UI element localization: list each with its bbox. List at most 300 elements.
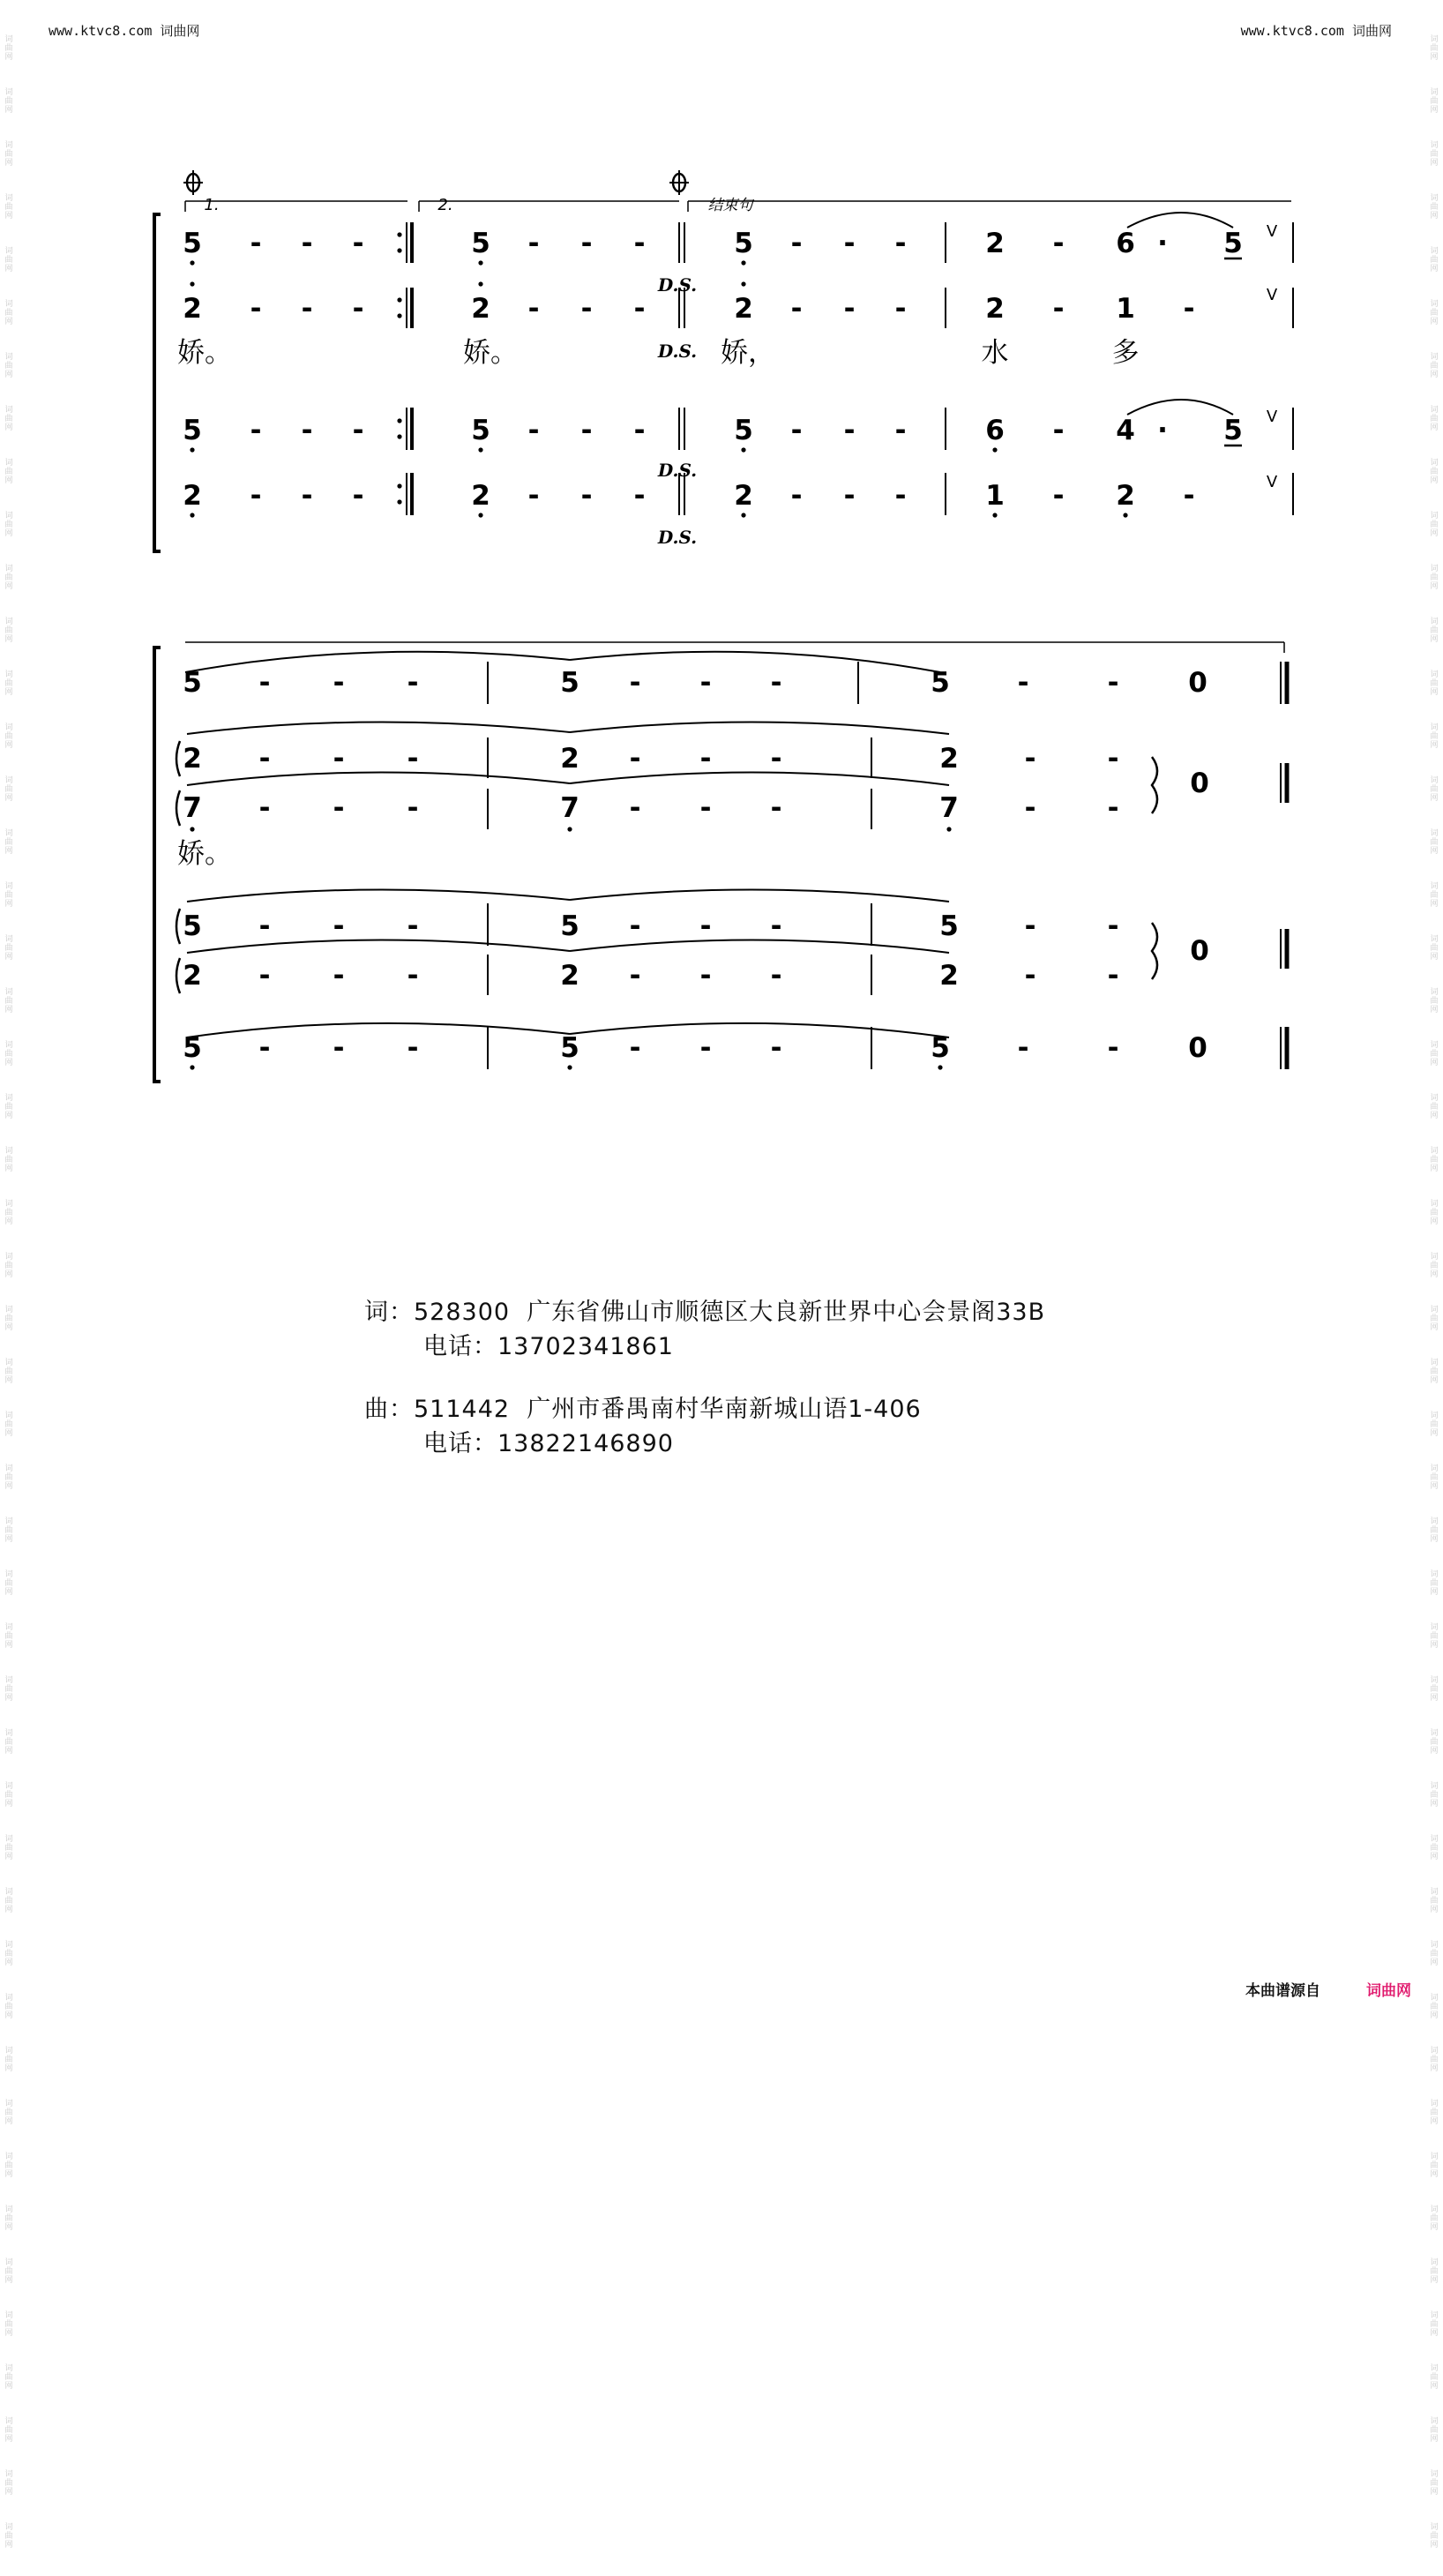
watermark-glyphs: 词 曲 网: [1430, 1359, 1439, 1385]
note: 7: [183, 792, 202, 824]
dash: -: [1107, 667, 1119, 699]
dash: -: [250, 480, 262, 512]
header-site-right[interactable]: www.ktvc8.com 词曲网: [1240, 23, 1392, 39]
watermark-glyphs: 词 曲 网: [4, 618, 13, 644]
dash: -: [629, 910, 641, 942]
watermark-glyphs: 词 曲 网: [1430, 670, 1439, 697]
note: 5: [560, 910, 579, 942]
note: 2: [734, 293, 753, 325]
watermark-glyphs: 词 曲 网: [4, 882, 13, 909]
watermark-glyphs: 词 曲 网: [1430, 1147, 1439, 1173]
note: 5: [931, 667, 950, 699]
octave-dot-low: [1123, 513, 1127, 517]
aug-dot: ·: [1157, 228, 1168, 259]
breath-mark: V: [1266, 286, 1278, 304]
dash: -: [580, 293, 593, 325]
watermark-glyphs: 词 曲 网: [1430, 1306, 1439, 1332]
dash: -: [258, 743, 271, 775]
system-bracket: [154, 214, 161, 551]
note: 1: [1116, 293, 1135, 325]
note: 2: [985, 293, 1005, 325]
dash: -: [301, 415, 313, 446]
note: 5: [560, 1032, 579, 1064]
watermark-glyphs: 词 曲 网: [1430, 406, 1439, 432]
watermark-glyphs: 词 曲 网: [4, 194, 13, 221]
dash: -: [699, 743, 712, 775]
dash: -: [770, 792, 782, 824]
watermark-glyphs: 词 曲 网: [1430, 141, 1439, 168]
composer-address: 曲：511442 广州市番禺南村华南新城山语1-406: [364, 1396, 922, 1423]
dash: -: [633, 228, 646, 259]
dash: -: [843, 480, 856, 512]
dash: -: [629, 960, 641, 992]
tie: [570, 772, 949, 785]
watermark-glyphs: 词 曲 网: [1430, 1835, 1439, 1861]
watermark-glyphs: 词 曲 网: [4, 565, 13, 591]
watermark-glyphs: 词 曲 网: [4, 2523, 13, 2550]
dash: -: [258, 910, 271, 942]
dash: -: [894, 415, 907, 446]
watermark-glyphs: 词 曲 网: [1430, 1412, 1439, 1438]
watermark-glyphs: 词 曲 网: [1430, 2100, 1439, 2126]
note: 2: [734, 480, 753, 512]
note: 2: [1116, 480, 1135, 512]
note: 2: [183, 743, 202, 775]
tie: [1127, 213, 1233, 228]
dash: -: [333, 1032, 345, 1064]
composer-phone: 电话：13822146890: [423, 1430, 674, 1457]
system-bracket: [154, 648, 161, 1082]
note: 5: [734, 415, 753, 446]
octave-dot-high: [190, 281, 194, 286]
dash: -: [790, 228, 803, 259]
watermark-glyphs: 词 曲 网: [4, 1729, 13, 1756]
watermark-glyphs: 词 曲 网: [1430, 1570, 1439, 1597]
octave-dot-low: [946, 827, 951, 831]
lyric: 娇，: [721, 337, 775, 369]
watermark-glyphs: 词 曲 网: [4, 2470, 13, 2497]
octave-dot-low: [741, 513, 745, 517]
watermark-glyphs: 词 曲 网: [1430, 35, 1439, 62]
note: 5: [471, 228, 490, 259]
dash: -: [1017, 667, 1029, 699]
watermark-glyphs: 词 曲 网: [1430, 2364, 1439, 2391]
note: 5: [560, 667, 579, 699]
watermark-glyphs: 词 曲 网: [4, 1200, 13, 1226]
note: 5: [1223, 228, 1243, 259]
dash: -: [352, 415, 364, 446]
repeat-dot: [397, 313, 401, 318]
breath-mark: V: [1266, 473, 1278, 491]
note: 5: [734, 228, 753, 259]
note: 5: [183, 415, 202, 446]
note: 2: [471, 480, 490, 512]
note: 2: [183, 480, 202, 512]
lyricist-phone: 电话：13702341861: [423, 1333, 674, 1360]
tie: [187, 889, 570, 902]
watermark-glyphs: 词 曲 网: [4, 2417, 13, 2444]
dash: -: [699, 910, 712, 942]
watermark-glyphs: 词 曲 网: [4, 2100, 13, 2126]
note: 6: [1116, 228, 1135, 259]
watermark-glyphs: 词 曲 网: [1430, 1994, 1439, 2020]
note: 7: [939, 792, 959, 824]
dash: -: [333, 910, 345, 942]
dash: -: [301, 293, 313, 325]
watermark-glyphs: 词 曲 网: [4, 2311, 13, 2338]
watermark-glyphs: 词 曲 网: [4, 88, 13, 115]
watermark-glyphs: 词 曲 网: [4, 1888, 13, 1914]
watermark-glyphs: 词 曲 网: [4, 1306, 13, 1332]
tie: [185, 652, 570, 672]
dash: -: [1024, 792, 1036, 824]
watermark-glyphs: 词 曲 网: [4, 1041, 13, 1067]
watermark-glyphs: 词 曲 网: [1430, 88, 1439, 115]
note: 2: [183, 293, 202, 325]
watermark-glyphs: 词 曲 网: [1430, 882, 1439, 909]
dash: -: [1107, 960, 1119, 992]
watermark-glyphs: 词 曲 网: [4, 1835, 13, 1861]
watermark-glyphs: 词 曲 网: [1430, 2047, 1439, 2073]
note: 2: [471, 293, 490, 325]
dash: -: [1107, 792, 1119, 824]
note: 2: [560, 960, 579, 992]
octave-dot-low: [741, 447, 745, 452]
tie: [570, 1023, 949, 1037]
watermark-glyphs: 词 曲 网: [1430, 1676, 1439, 1703]
tie: [1127, 400, 1233, 415]
dash: -: [629, 667, 641, 699]
repeat-dot: [397, 499, 401, 504]
dash: -: [250, 228, 262, 259]
dash: -: [770, 667, 782, 699]
dash: -: [1052, 293, 1065, 325]
octave-dot-high: [741, 281, 745, 286]
dash: -: [527, 415, 540, 446]
watermark-glyphs: 词 曲 网: [1430, 459, 1439, 485]
header-site-left[interactable]: www.ktvc8.com 词曲网: [49, 23, 200, 39]
dash: -: [250, 293, 262, 325]
watermark-glyphs: 词 曲 网: [1430, 2205, 1439, 2232]
dash: -: [258, 667, 271, 699]
note: 2: [183, 960, 202, 992]
watermark-glyphs: 词 曲 网: [1430, 2258, 1439, 2285]
voice-brace: [1152, 923, 1157, 979]
volta-1-label: 1.: [204, 196, 220, 214]
watermark-glyphs: 词 曲 网: [4, 141, 13, 168]
dash: -: [629, 1032, 641, 1064]
dash: -: [633, 480, 646, 512]
watermark-glyphs: 词 曲 网: [4, 1570, 13, 1597]
octave-dot-low: [190, 260, 194, 265]
watermark-glyphs: 词 曲 网: [1430, 512, 1439, 538]
note: 2: [985, 228, 1005, 259]
watermark-glyphs: 词 曲 网: [4, 1517, 13, 1544]
breath-mark: V: [1266, 408, 1278, 426]
dash: -: [333, 667, 345, 699]
ds-mark: D.S.: [657, 460, 698, 481]
dash: -: [352, 228, 364, 259]
dash: -: [629, 792, 641, 824]
watermark-glyphs: 词 曲 网: [4, 2153, 13, 2179]
watermark-glyphs: 词 曲 网: [4, 1094, 13, 1120]
note: 5: [183, 1032, 202, 1064]
dash: -: [790, 293, 803, 325]
dash: -: [301, 480, 313, 512]
watermark-glyphs: 词 曲 网: [1430, 1782, 1439, 1808]
octave-dot-low: [478, 447, 482, 452]
dash: -: [699, 960, 712, 992]
dash: -: [843, 293, 856, 325]
octave-dot-low: [992, 513, 997, 517]
watermark-glyphs: 词 曲 网: [4, 1464, 13, 1491]
dash: -: [699, 667, 712, 699]
note: 5: [471, 415, 490, 446]
lyric: 娇。: [463, 337, 518, 369]
watermark-glyphs: 词 曲 网: [1430, 1623, 1439, 1650]
dash: -: [790, 480, 803, 512]
dash: -: [1107, 910, 1119, 942]
watermark-glyphs: 词 曲 网: [4, 1994, 13, 2020]
dash: -: [770, 1032, 782, 1064]
watermark-glyphs: 词 曲 网: [1430, 618, 1439, 644]
octave-dot-low: [992, 447, 997, 452]
watermark-glyphs: 词 曲 网: [4, 2047, 13, 2073]
octave-dot-low: [190, 827, 194, 831]
voice-brace: [176, 741, 180, 826]
octave-dot-low: [741, 260, 745, 265]
tie: [570, 889, 949, 902]
dash: -: [333, 960, 345, 992]
watermark-glyphs: 词 曲 网: [1430, 2311, 1439, 2338]
lyric: 多: [1111, 337, 1140, 369]
watermark-glyphs: 词 曲 网: [1430, 1094, 1439, 1120]
voice-brace: [1152, 757, 1157, 813]
dash: -: [1183, 293, 1195, 325]
watermark-glyphs: 词 曲 网: [4, 723, 13, 750]
dash: -: [1024, 960, 1036, 992]
watermark-glyphs: 词 曲 网: [4, 2258, 13, 2285]
watermark-glyphs: 词 曲 网: [1430, 1941, 1439, 1967]
octave-dot-low: [190, 513, 194, 517]
octave-dot-low: [190, 1065, 194, 1069]
watermark-glyphs: 词 曲 网: [4, 1359, 13, 1385]
volta-2-label: 2.: [437, 196, 453, 214]
watermark-glyphs: 词 曲 网: [4, 1253, 13, 1279]
dash: -: [894, 480, 907, 512]
note: 5: [183, 228, 202, 259]
watermark-glyphs: 词 曲 网: [1430, 1200, 1439, 1226]
watermark-glyphs: 词 曲 网: [4, 1782, 13, 1808]
note: 6: [985, 415, 1005, 446]
watermark-glyphs: 词 曲 网: [4, 935, 13, 962]
lyric: 水: [981, 337, 1009, 369]
watermark-glyphs: 词 曲 网: [4, 829, 13, 856]
octave-dot-high: [478, 281, 482, 286]
watermark-glyphs: 词 曲 网: [4, 1941, 13, 1967]
dash: -: [1024, 910, 1036, 942]
repeat-dot: [397, 297, 401, 302]
repeat-dot: [397, 483, 401, 488]
note: 2: [939, 960, 959, 992]
dash: -: [770, 910, 782, 942]
dash: -: [1107, 743, 1119, 775]
watermark-glyphs: 词 曲 网: [1430, 300, 1439, 326]
note: 0: [1188, 1032, 1207, 1064]
octave-dot-low: [938, 1065, 942, 1069]
note: 2: [560, 743, 579, 775]
octave-dot-low: [567, 1065, 572, 1069]
note: 7: [560, 792, 579, 824]
ds-mark: D.S.: [657, 527, 698, 548]
dash: -: [699, 792, 712, 824]
repeat-dot: [397, 232, 401, 236]
dash: -: [1017, 1032, 1029, 1064]
watermark-glyphs: 词 曲 网: [1430, 2470, 1439, 2497]
dash: -: [580, 228, 593, 259]
lyric: 娇。: [177, 337, 232, 369]
watermark-glyphs: 词 曲 网: [1430, 565, 1439, 591]
dash: -: [407, 1032, 419, 1064]
watermark-glyphs: 词 曲 网: [1430, 1729, 1439, 1756]
dash: -: [894, 228, 907, 259]
dash: -: [527, 293, 540, 325]
dash: -: [1052, 415, 1065, 446]
watermark-glyphs: 词 曲 网: [4, 353, 13, 379]
watermark-glyphs: 词 曲 网: [4, 1412, 13, 1438]
note: 5: [183, 910, 202, 942]
watermark-glyphs: 词 曲 网: [4, 35, 13, 62]
watermark-glyphs: 词 曲 网: [1430, 1888, 1439, 1914]
tie: [187, 1023, 570, 1037]
ds-mark: D.S.: [657, 341, 698, 362]
watermark-glyphs: 词 曲 网: [4, 300, 13, 326]
watermark-glyphs: 词 曲 网: [1430, 2417, 1439, 2444]
ds-mark: D.S.: [657, 274, 698, 296]
octave-dot-low: [478, 513, 482, 517]
octave-dot-low: [478, 260, 482, 265]
dash: -: [580, 415, 593, 446]
note: 5: [183, 667, 202, 699]
note: 5: [939, 910, 959, 942]
watermark-glyphs: 词 曲 网: [1430, 247, 1439, 273]
footer-brand-link[interactable]: 词曲网: [1366, 1982, 1411, 2000]
watermark-glyphs: 词 曲 网: [4, 247, 13, 273]
dash: -: [301, 228, 313, 259]
tie: [570, 722, 949, 734]
repeat-dot: [397, 248, 401, 252]
note: 4: [1116, 415, 1135, 446]
watermark-glyphs: 词 曲 网: [4, 459, 13, 485]
ending-label: 结束句: [707, 197, 753, 214]
aug-dot: ·: [1157, 415, 1168, 446]
rest: 0: [1190, 768, 1209, 799]
watermark-glyphs: 词 曲 网: [4, 1623, 13, 1650]
dash: -: [250, 415, 262, 446]
dash: -: [1052, 228, 1065, 259]
dash: -: [843, 228, 856, 259]
dash: -: [770, 960, 782, 992]
music-score: [0, 0, 1443, 1147]
dash: -: [407, 960, 419, 992]
dash: -: [580, 480, 593, 512]
repeat-dot: [397, 434, 401, 438]
breath-mark: V: [1266, 222, 1278, 241]
watermark-glyphs: 词 曲 网: [1430, 776, 1439, 803]
watermark-glyphs: 词 曲 网: [1430, 1517, 1439, 1544]
note: 5: [931, 1032, 950, 1064]
octave-dot-low: [190, 447, 194, 452]
tie: [570, 940, 949, 953]
watermark-glyphs: 词 曲 网: [4, 1147, 13, 1173]
watermark-glyphs: 词 曲 网: [4, 776, 13, 803]
dash: -: [1024, 743, 1036, 775]
watermark-glyphs: 词 曲 网: [1430, 353, 1439, 379]
watermark-glyphs: 词 曲 网: [1430, 2523, 1439, 2550]
note: 2: [939, 743, 959, 775]
dash: -: [407, 667, 419, 699]
watermark-glyphs: 词 曲 网: [4, 406, 13, 432]
note: 0: [1188, 667, 1207, 699]
watermark-glyphs: 词 曲 网: [1430, 1464, 1439, 1491]
watermark-glyphs: 词 曲 网: [4, 988, 13, 1015]
tie: [187, 772, 570, 785]
octave-dot-low: [567, 827, 572, 831]
dash: -: [258, 1032, 271, 1064]
dash: -: [407, 792, 419, 824]
tie: [570, 652, 940, 672]
dash: -: [407, 743, 419, 775]
tie: [187, 940, 570, 953]
watermark-glyphs: 词 曲 网: [1430, 1253, 1439, 1279]
dash: -: [1183, 480, 1195, 512]
watermark-glyphs: 词 曲 网: [4, 670, 13, 697]
dash: -: [633, 293, 646, 325]
dash: -: [527, 228, 540, 259]
watermark-glyphs: 词 曲 网: [4, 2205, 13, 2232]
dash: -: [352, 293, 364, 325]
footer-source-text: 本曲谱源自: [1245, 1982, 1320, 2000]
note: 1: [985, 480, 1005, 512]
dash: -: [633, 415, 646, 446]
dash: -: [258, 792, 271, 824]
voice-brace: [176, 909, 180, 993]
watermark-glyphs: 词 曲 网: [4, 2364, 13, 2391]
dash: -: [1107, 1032, 1119, 1064]
dash: -: [843, 415, 856, 446]
dash: -: [699, 1032, 712, 1064]
dash: -: [333, 743, 345, 775]
watermark-glyphs: 词 曲 网: [4, 512, 13, 538]
dash: -: [894, 293, 907, 325]
watermark-glyphs: 词 曲 网: [1430, 829, 1439, 856]
dash: -: [790, 415, 803, 446]
watermark-glyphs: 词 曲 网: [1430, 2153, 1439, 2179]
footer-source: [1245, 1978, 1411, 2000]
watermark-glyphs: 词 曲 网: [1430, 194, 1439, 221]
dash: -: [629, 743, 641, 775]
dash: -: [770, 743, 782, 775]
repeat-dot: [397, 418, 401, 423]
rest: 0: [1190, 935, 1209, 967]
watermark-glyphs: 词 曲 网: [1430, 1041, 1439, 1067]
dash: -: [333, 792, 345, 824]
watermark-glyphs: 词 曲 网: [1430, 988, 1439, 1015]
dash: -: [258, 960, 271, 992]
dash: -: [1052, 480, 1065, 512]
tie: [187, 722, 570, 734]
dash: -: [407, 910, 419, 942]
